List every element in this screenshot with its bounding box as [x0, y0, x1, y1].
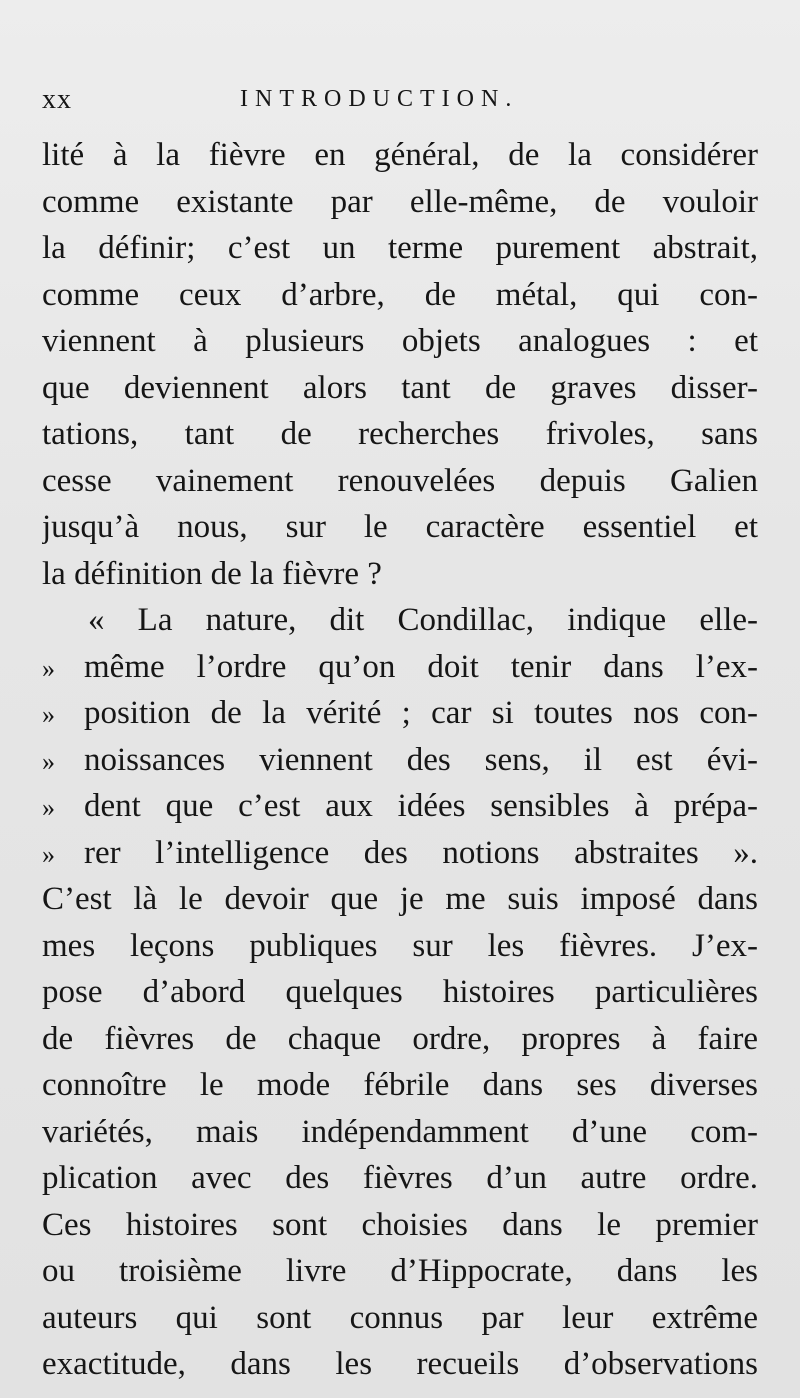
text-line: de fièvres de chaque ordre, propres à faire	[42, 1020, 758, 1057]
running-head: INTRODUCTION.	[240, 86, 519, 112]
quote-line	[42, 783, 758, 830]
text-line: exactitude, dans les recueils d’observations	[42, 1346, 758, 1382]
text-line: Ces histoires sont choisies dans le premier	[42, 1206, 758, 1243]
quote-line	[42, 690, 758, 737]
quote-text: rer l’intelligence des notions abstraites ».	[84, 834, 758, 871]
text-line: variétés, mais indépendamment d’une com-	[42, 1113, 758, 1150]
text-line: jusqu’à nous, sur le caractère essentiel et	[42, 509, 758, 545]
text-line: C’est là le devoir que je me suis imposé dans	[42, 881, 758, 917]
quote-mark: »	[42, 700, 55, 729]
quote-text: position de la vérité ; car si toutes nos con-	[84, 695, 758, 731]
quote-first-line: « La nature, dit Condillac, indique elle-	[88, 602, 758, 638]
quote-mark: »	[42, 746, 55, 776]
text-line: mes leçons publiques sur les fièvres. J’ex-	[42, 927, 758, 964]
quote-text: noissances viennent des sens, il est évi-	[84, 741, 758, 778]
quote-text: même l’ordre qu’on doit tenir dans l’ex-	[84, 648, 758, 685]
text-line: auteurs qui sont connus par leur extrême	[42, 1299, 758, 1336]
quote-text: dent que c’est aux idées sensibles à prépa-	[84, 788, 758, 824]
text-line: que deviennent alors tant de graves disser-	[42, 369, 758, 406]
quote-mark: »	[42, 653, 55, 683]
text-line: lité à la fièvre en général, de la considérer	[42, 137, 758, 173]
text-line: pose d’abord quelques histoires particulières	[42, 974, 758, 1010]
page-number: xx	[42, 84, 72, 115]
text-line: connoître le mode fébrile dans ses diverses	[42, 1067, 758, 1103]
text-line: la définir; c’est un terme purement abstrait,	[42, 230, 758, 266]
text-line: la définition de la fièvre ?	[42, 555, 382, 592]
quote-line	[42, 737, 758, 784]
quote-mark: »	[42, 793, 55, 822]
text-line: comme ceux d’arbre, de métal, qui con-	[42, 276, 758, 313]
quote-line	[42, 830, 758, 877]
quote-line	[42, 644, 758, 691]
body-text	[42, 132, 758, 1388]
quote-mark: »	[42, 839, 55, 869]
text-line: viennent à plusieurs objets analogues : et	[42, 323, 758, 359]
text-line: plication avec des fièvres d’un autre ordre.	[42, 1160, 758, 1196]
page-header	[42, 84, 762, 124]
text-line: tations, tant de recherches frivoles, sans	[42, 416, 758, 452]
text-line: comme existante par elle-même, de vouloir	[42, 183, 758, 220]
text-line: cesse vainement renouvelées depuis Galien	[42, 462, 758, 499]
text-line: ou troisième livre d’Hippocrate, dans les	[42, 1253, 758, 1289]
